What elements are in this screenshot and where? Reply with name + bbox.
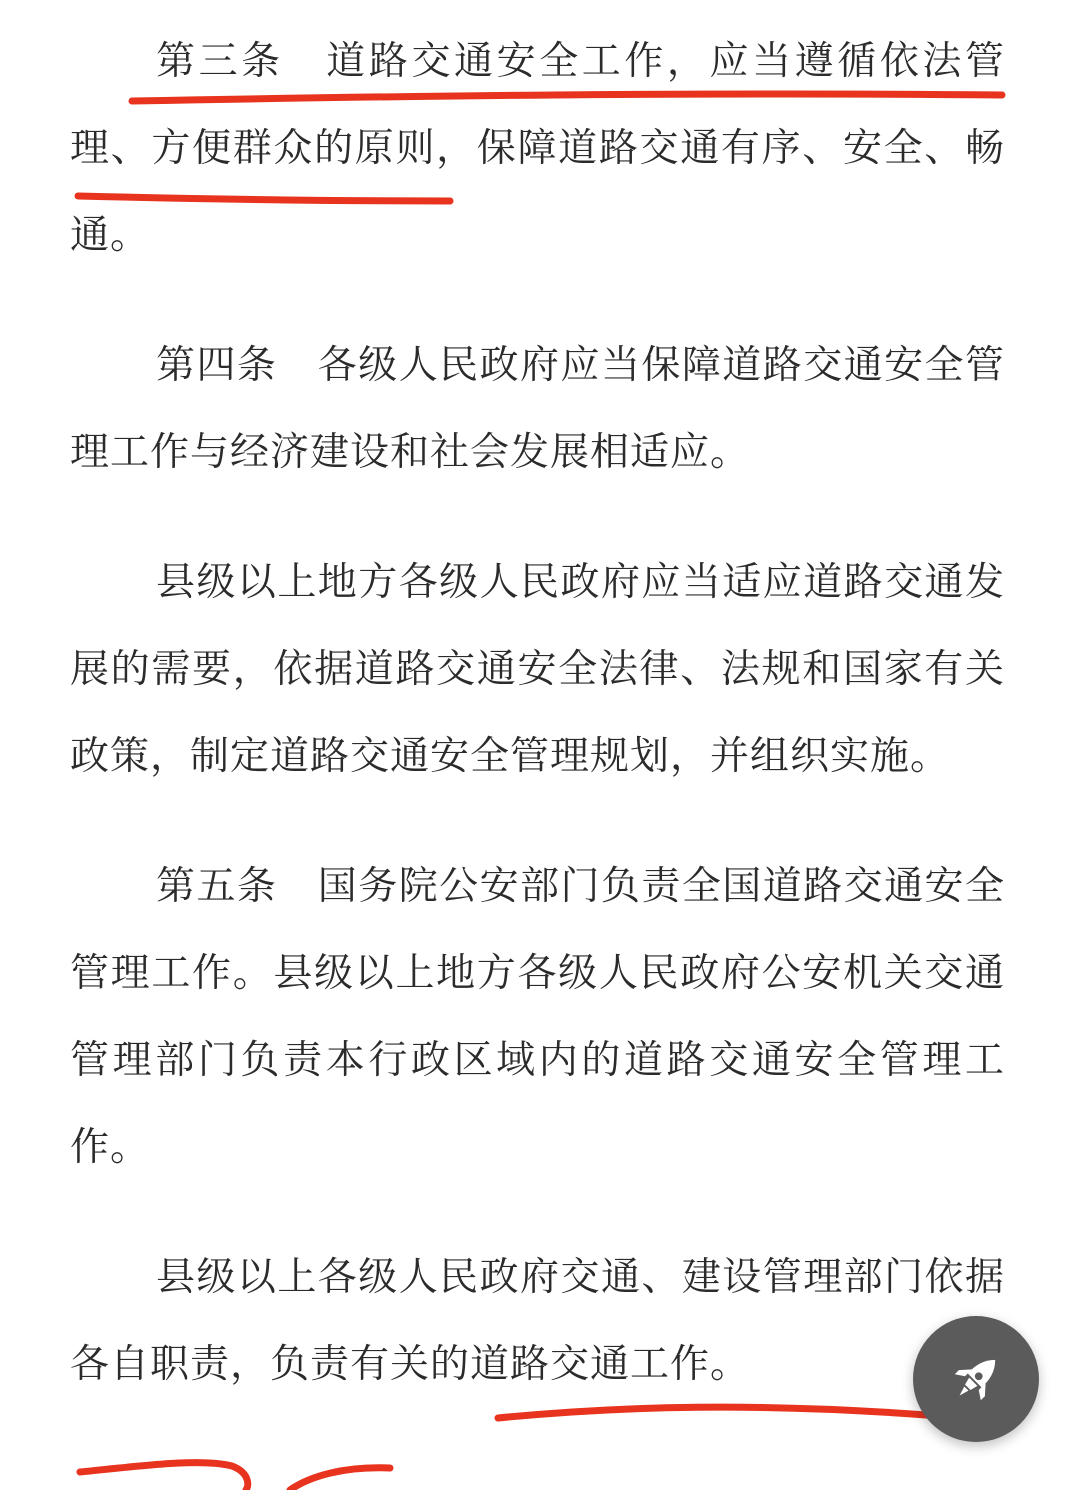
article-4-label: 第四条	[156, 343, 278, 388]
article-5-paragraph	[70, 843, 1005, 1191]
article-3-body: 道路交通安全工作，应当遵循依法管理、方便群众的原则，保障道路交通有序、安全、畅通。	[70, 39, 1005, 258]
article-5-body: 国务院公安部门负责全国道路交通安全管理工作。县级以上地方各级人民政府公安机关交通管理部门负责本行政区域内的道路交通安全管理工作。	[70, 864, 1005, 1170]
article-5-paragraph-2: 县级以上各级人民政府交通、建设管理部门依据各自职责，负责有关的道路交通工作。	[70, 1255, 1005, 1387]
article-4-paragraph-2: 县级以上地方各级人民政府应当适应道路交通发展的需要，依据道路交通安全法律、法规和国家有关政策，制定道路交通安全管理规划，并组织实施。	[70, 560, 1005, 779]
scroll-to-top-button[interactable]	[913, 1316, 1039, 1442]
underline-article-5-para-2-line-3	[290, 1468, 390, 1490]
article-4-body: 各级人民政府应当保障道路交通安全管理工作与经济建设和社会发展相适应。	[70, 343, 1005, 475]
article-3-label: 第三条	[156, 39, 284, 84]
law-text	[70, 18, 1005, 1451]
rocket-icon	[945, 1348, 1007, 1410]
article-3-paragraph	[70, 18, 1005, 279]
article-5-label: 第五条	[156, 864, 278, 909]
underline-article-5-para-2-line-2	[80, 1463, 248, 1490]
article-4-paragraph	[70, 322, 1005, 496]
